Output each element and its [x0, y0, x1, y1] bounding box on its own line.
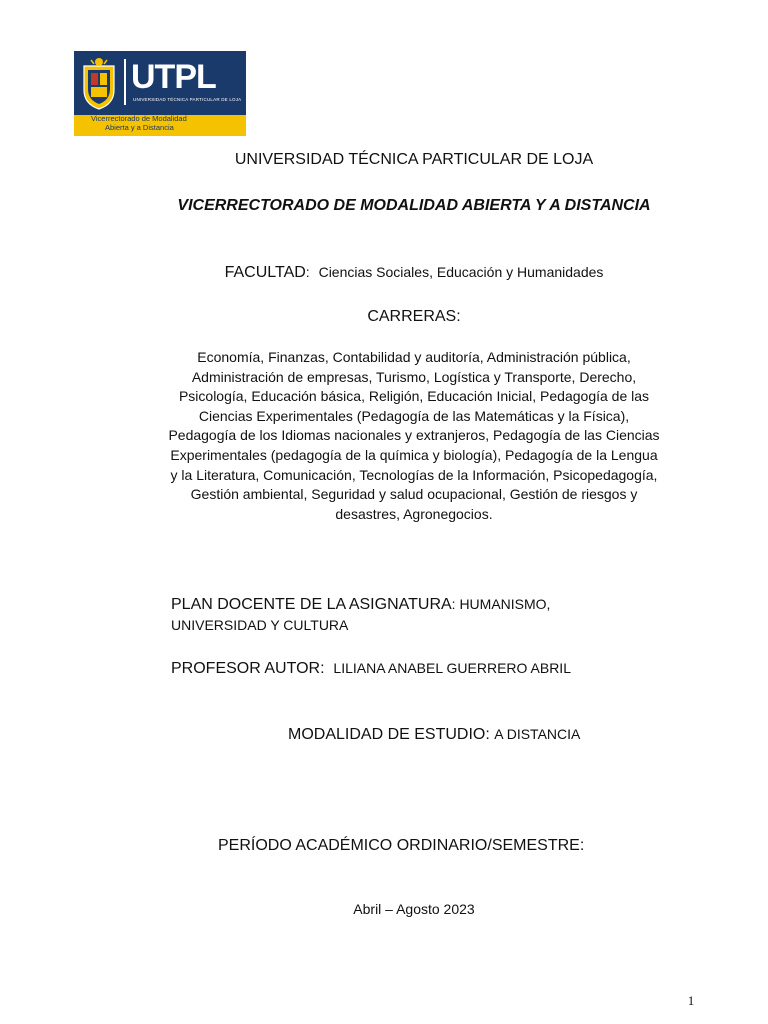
- logo-navy-band: [74, 51, 246, 115]
- facultad-label: FACULTAD: [224, 264, 306, 281]
- vicerrectorado-title: VICERRECTORADO DE MODALIDAD ABIERTA Y A DISTANCIA: [177, 197, 651, 214]
- periodo-dates: Abril – Agosto 2023: [353, 901, 475, 917]
- logo-subtitle: UNIVERSIDAD TÉCNICA PARTICULAR DE LOJA: [133, 97, 242, 102]
- page-number: 1: [687, 993, 695, 1008]
- plan-docente-label: PLAN DOCENTE DE LA ASIGNATURA: [171, 596, 452, 613]
- carreras-list: Economía, Finanzas, Contabilidad y auditoría, Administración pública, Administración de empresas, Turismo, Logística y Transporte, Derecho, Psicología, Educación básica, Religión, Educación Inicial, Pedagogía de las Ciencias Experimentales (Pedagogía de las Matemáticas y la Física), Pedagogía de los Idiomas nacionales y extranjeros, Pedagogía de las Ciencias Experimentales (pedagogía de la química y biología), Pedagogía de la Lengua y la Literatura, Comunicación, Tecnologías de la Información, Psicopedagogía, Gestión ambiental, Seguridad y salud ocupacional, Gestión de riesgos y desastres, Agronegocios.: [168, 349, 660, 522]
- plan-docente-value: : HUMANISMO, UNIVERSIDAD Y CULTURA: [171, 596, 551, 633]
- university-title: UNIVERSIDAD TÉCNICA PARTICULAR DE LOJA: [234, 151, 594, 168]
- facultad-line: [150, 262, 678, 283]
- modalidad-label: MODALIDAD DE ESTUDIO:: [288, 726, 490, 743]
- logo-wordmark: UTPL: [131, 58, 216, 96]
- periodo-line: [218, 836, 584, 856]
- facultad-separator: :: [305, 264, 310, 280]
- modalidad-value: A DISTANCIA: [494, 726, 581, 742]
- crest-icon: [81, 56, 117, 110]
- logo-separator: [124, 59, 126, 105]
- carreras-title: CARRERAS:: [367, 308, 461, 325]
- periodo-separator: :: [579, 837, 585, 854]
- utpl-logo: [74, 51, 246, 136]
- profesor-label: PROFESOR AUTOR:: [171, 660, 325, 677]
- plan-docente-line: [171, 594, 641, 636]
- periodo-label: PERÍODO ACADÉMICO ORDINARIO/SEMESTRE: [218, 837, 580, 854]
- modalidad-line: [288, 724, 580, 745]
- profesor-line: [171, 658, 641, 679]
- facultad-value: Ciencias Sociales, Educación y Humanidades: [318, 264, 604, 280]
- profesor-value: LILIANA ANABEL GUERRERO ABRIL: [333, 660, 571, 676]
- logo-tagline-line2: Abierta y a Distancia: [105, 122, 174, 132]
- logo-tagline: [91, 115, 187, 132]
- logo-tagline-line1: Vicerrectorado de Modalidad: [91, 114, 187, 123]
